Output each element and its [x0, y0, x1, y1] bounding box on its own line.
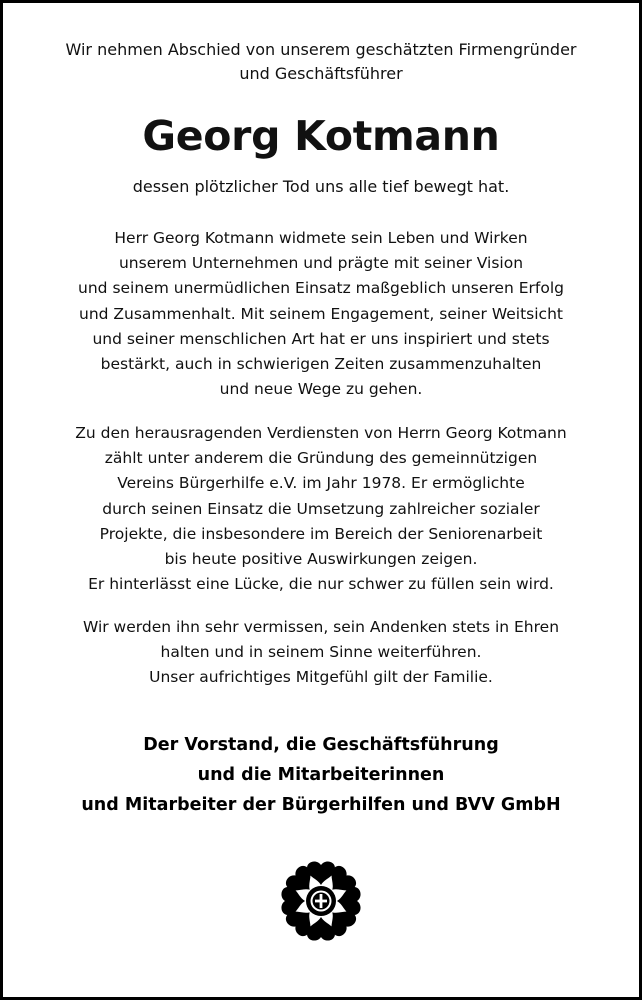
paragraph-line: Vereins Bürgerhilfe e.V. im Jahr 1978. Er ermöglichte: [117, 474, 525, 493]
paragraph-line: und Zusammenhalt. Mit seinem Engagement, seiner Weitsicht: [79, 304, 563, 323]
paragraph-line: Herr Georg Kotmann widmete sein Leben und Wirken: [114, 229, 528, 247]
paragraph-line: bestärkt, auch in schwierigen Zeiten zusammenzuhalten: [100, 355, 542, 374]
paragraph-line: und seiner menschlichen Art hat er uns inspiriert und stets: [92, 329, 550, 348]
signature-line: und Mitarbeiter der Bürgerhilfen und BVV GmbH: [81, 795, 561, 815]
paragraph-line: Wir werden ihn sehr vermissen, sein Andenken stets in Ehren: [82, 618, 560, 636]
paragraph-line: Unser aufrichtiges Mitgefühl gilt der Familie.: [149, 668, 493, 687]
paragraph-line: bis heute positive Auswirkungen zeigen.: [164, 550, 478, 569]
flower-cross-icon: [281, 861, 361, 941]
paragraph-line: Projekte, die insbesondere im Bereich der Seniorenarbeit: [99, 524, 543, 543]
intro-line: Wir nehmen Abschied von unserem geschätzten Firmengründer: [65, 40, 577, 59]
paragraph-farewell: [3, 615, 639, 691]
signature-line: Der Vorstand, die Geschäftsführung: [143, 735, 499, 755]
signature-line: und die Mitarbeiterinnen: [197, 765, 445, 785]
paragraph-line: zählt unter anderem die Gründung des gemeinnützigen: [104, 449, 538, 468]
paragraph-line: unserem Unternehmen und prägte mit seiner Vision: [118, 254, 524, 273]
paragraph-line: und neue Wege zu gehen.: [219, 380, 423, 399]
deceased-name: Georg Kotmann: [142, 112, 500, 160]
intro-text: [3, 38, 639, 86]
signature-block: [3, 730, 639, 820]
paragraph-line: durch seinen Einsatz die Umsetzung zahlreicher sozialer: [102, 499, 540, 518]
intro-line: und Geschäftsführer: [239, 64, 403, 83]
paragraph-line: Er hinterlässt eine Lücke, die nur schwer zu füllen sein wird.: [88, 575, 554, 594]
subline-text: dessen plötzlicher Tod uns alle tief bewegt hat.: [132, 177, 510, 196]
paragraph-tribute: [3, 226, 639, 402]
paragraph-line: Zu den herausragenden Verdiensten von Herrn Georg Kotmann: [75, 424, 567, 442]
paragraph-line: halten und in seinem Sinne weiterführen.: [160, 643, 482, 662]
paragraph-line: und seinem unermüdlichen Einsatz maßgeblich unseren Erfolg: [78, 279, 564, 298]
paragraph-merits: [3, 421, 639, 597]
